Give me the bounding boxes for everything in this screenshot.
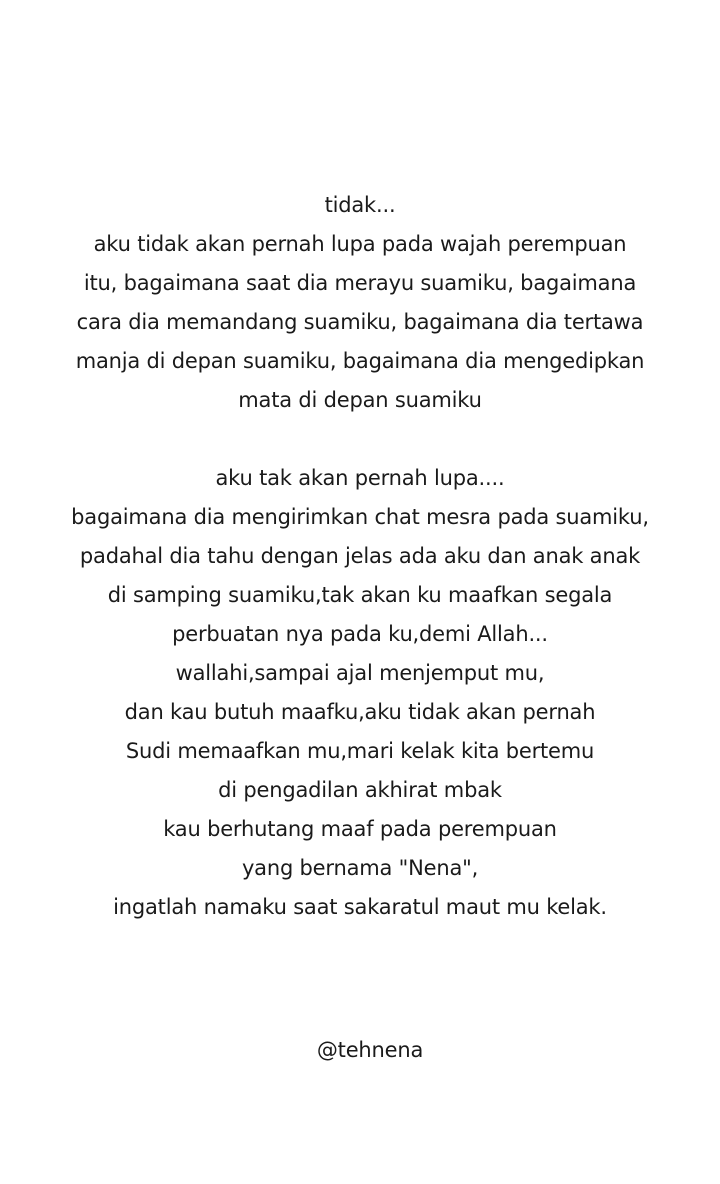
poem-line: aku tak akan pernah lupa.... (215, 466, 505, 490)
poem-line: Sudi memaafkan mu,mari kelak kita bertemu (125, 739, 595, 763)
poem-line: perbuatan nya pada ku,demi Allah... (172, 622, 548, 646)
poem-line: dan kau butuh maafku,aku tidak akan pernah (124, 700, 596, 724)
poem-line: mata di depan suamiku (238, 388, 482, 412)
poem-line: manja di depan suamiku, bagaimana dia mengedipkan (75, 349, 645, 373)
poem-line: bagaimana dia mengirimkan chat mesra pada suamiku, (71, 505, 649, 529)
poem-line: di samping suamiku,tak akan ku maafkan segala (107, 583, 613, 607)
poem-line: ingatlah namaku saat sakaratul maut mu kelak. (113, 895, 607, 919)
poem-line: itu, bagaimana saat dia merayu suamiku, bagaimana (83, 271, 637, 295)
poem-line: aku tidak akan pernah lupa pada wajah perempuan (93, 232, 627, 256)
poem-text (0, 186, 720, 927)
poem-line: cara dia memandang suamiku, bagaimana dia tertawa (76, 310, 644, 334)
poem-line: padahal dia tahu dengan jelas ada aku dan anak anak (79, 544, 641, 568)
author-handle: @tehnena (316, 1038, 424, 1062)
poem-line: tidak... (324, 193, 396, 217)
poem-line: yang bernama "Nena", (241, 856, 479, 880)
stanza-2 (0, 459, 720, 927)
stanza-1 (0, 186, 720, 420)
poem-line: kau berhutang maaf pada perempuan (163, 817, 557, 841)
poem-line: wallahi,sampai ajal menjemput mu, (175, 661, 545, 685)
poem-line: di pengadilan akhirat mbak (218, 778, 502, 802)
stanza-gap (0, 420, 720, 459)
